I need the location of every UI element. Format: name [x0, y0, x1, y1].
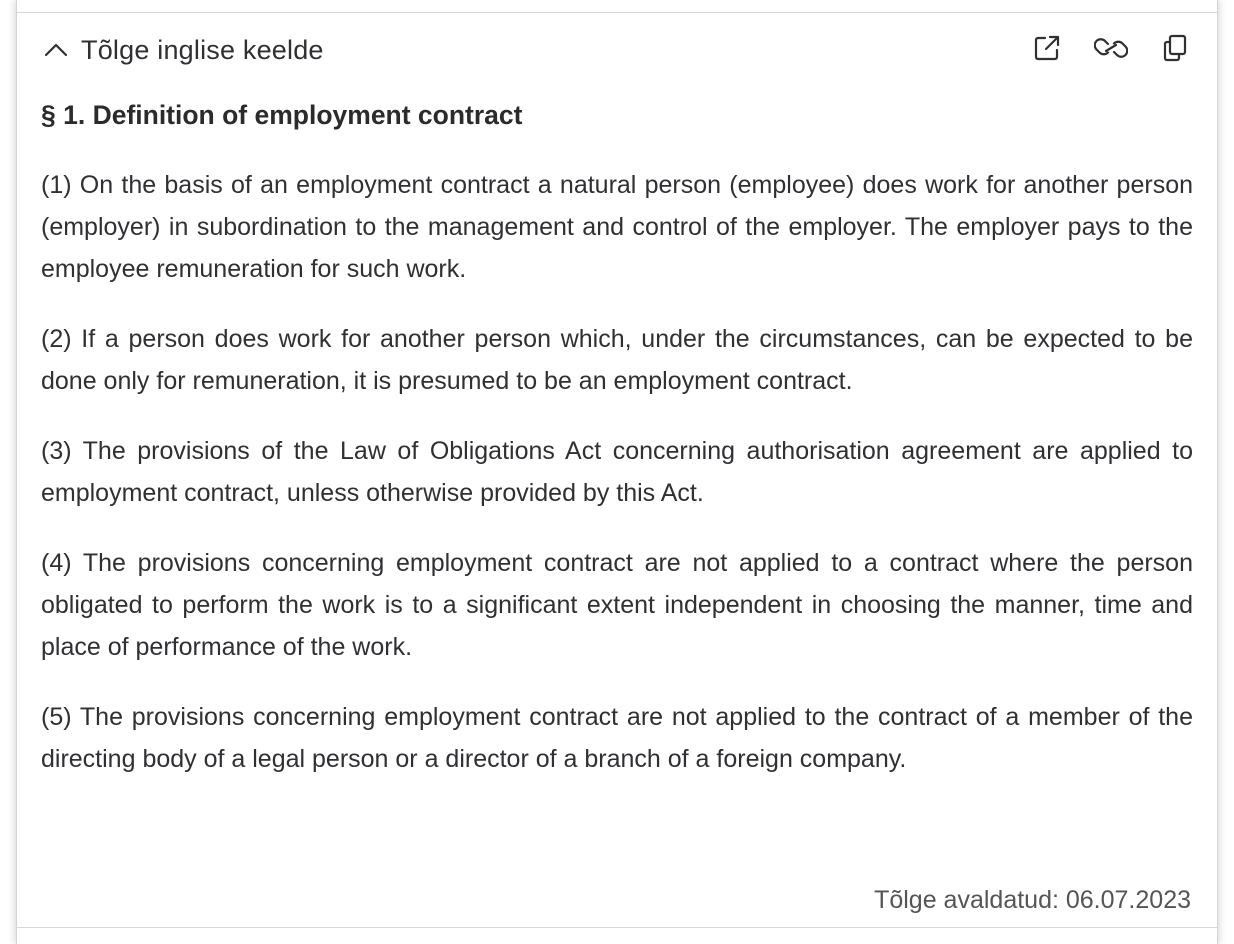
open-external-icon [1032, 33, 1062, 68]
translation-panel [16, 0, 1218, 944]
link-icon [1094, 33, 1128, 68]
translation-content [41, 94, 1193, 780]
paragraph-2: (2) If a person does work for another person which, under the circumstances, can be expected to be done only for remuneration, it is presumed to be an employment contract. [41, 325, 1193, 395]
open-external-button[interactable] [1027, 32, 1067, 68]
copy-icon [1161, 33, 1189, 68]
paragraph-5: (5) The provisions concerning employment contract are not applied to the contract of a member of the directing body of a legal person or a director of a branch of a foreign company. [41, 703, 1193, 773]
top-divider [17, 12, 1217, 13]
paragraph-3: (3) The provisions of the Law of Obligations Act concerning authorisation agreement are applied to employment contract, unless otherwise provided by this Act. [41, 437, 1193, 507]
bottom-divider [17, 927, 1217, 928]
collapse-toggle[interactable] [43, 26, 324, 74]
copy-link-button[interactable] [1091, 32, 1131, 68]
paragraph-1: (1) On the basis of an employment contract a natural person (employee) does work for another person (employer) in subordination to the management and control of the employer. The employer pays to the employee remuneration for such work. [41, 171, 1193, 283]
chevron-up-icon [43, 37, 69, 63]
header-actions [1027, 32, 1195, 68]
copy-text-button[interactable] [1155, 32, 1195, 68]
toggle-label: Tõlge inglise keelde [81, 34, 324, 65]
panel-header [17, 26, 1217, 74]
paragraph-4: (4) The provisions concerning employment contract are not applied to a contract where the person obligated to perform the work is to a significant extent independent in choosing the manner, time and place of performance of the work. [41, 549, 1193, 661]
published-date: Tõlge avaldatud: 06.07.2023 [874, 886, 1191, 914]
section-title: § 1. Definition of employment contract [41, 100, 523, 130]
